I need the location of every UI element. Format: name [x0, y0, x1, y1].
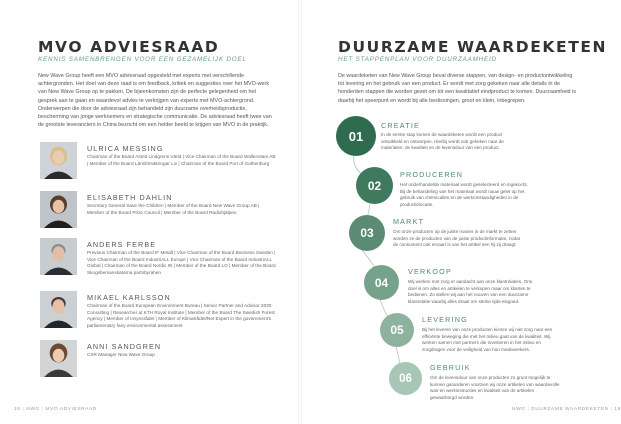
- page-footer: NWG | DUURZAME WAARDEKETEN | 19: [512, 407, 621, 412]
- step-number-badge: 04: [364, 265, 399, 300]
- page-number: 19: [614, 407, 621, 412]
- member-name: ANDERS FERBE: [87, 240, 157, 249]
- intro-text: New Wave Group heeft een MVO adviesraad opgesteld met experts met verschillende achtergronden. Het doel van deze raad is om feedback, kritiek en suggesties over het MVO-werk van New Wave Group op te pakken. De bijeenkomsten zijn de perfecte gelegenheid om het gesprek aan te gaan en waardevol advies te verkrijgen van experts met MVO-achtergrond. Onderwerpen die door de adviesraad zijn behandeld zijn duurzame overheidsproductie, bescherming van jonge werknemers en strategische communicatie. De adviesraad heeft twee van de grootste leveranciers in China bezocht om een helder beeld te krijgen van MVO in de praktijk.: [38, 73, 272, 129]
- step-title: CREATIE: [381, 121, 421, 130]
- intro-text: De waardeketen van New Wave Group beval diverse stappen, van design- en productontwikkeling tot levering en het gebruik van een product. Er wordt met zorg gekeken naar alle details in de honderden stappen die worden gezet om tot een kwalitatief eindproduct te komen. Duurzaamheid is daarbij het speerpunt en wordt bij alle beslissingen, groot en klein, inbegrepen.: [338, 73, 576, 104]
- step-description: Bij het leveren van onze producten kiezen wij niet zorg naar een efficiënte beweging die met het milieu gaat van de kwaliteit. Wij werken samen met partners die investeren in het milieu en zorgdragen voor de veiligheid van hun medewerkers.: [422, 327, 553, 352]
- member-name: ULRICA MESSING: [87, 144, 164, 153]
- step-description: In de eerste stap komen de waardeketen wordt een product ontwikkeld en ontworpen. Hierbij wordt ook gekeken naar de materialen, de kwaliteit en de levensduur van een product.: [381, 132, 504, 151]
- footer-brand: NWG: [512, 407, 526, 412]
- step-title: LEVERING: [422, 315, 468, 324]
- avatar: [40, 238, 77, 275]
- member-description: Secretary General Save the Children | Member of the Board New Wave Group AB | Member of the Board Prize Council | Member of the Board Radiohjälpen: [87, 203, 260, 215]
- step-number-badge: 01: [336, 116, 376, 156]
- avatar: [40, 142, 77, 179]
- page-footer: 18 | NWG | MVO ADVIESRAAD: [14, 407, 97, 412]
- board-member: [40, 191, 280, 237]
- step-number-badge: 06: [389, 362, 422, 395]
- step-description: Om de levensduur van onze producten zo groot mogelijk te kunnen garanderen voorzien wij onze artikelen van waardevolle was-en werkinstructies en kwaliteit van de artikelen gewaarborgd worden.: [430, 375, 560, 400]
- footer-brand: NWG: [26, 407, 40, 412]
- board-member: [40, 291, 280, 337]
- member-description: Chairman of the Board European Environment Bureau | Senior Partner and Advisor 2030 Consulting | Researcher at KTH Royal Institute | Member of the Board The Swedish Forest Agency | Member of Insynsrådet | Member of Klimatrådet/Net Expert in the government's parliamentary fairy environmental assessment: [87, 303, 275, 328]
- member-name: MIKAEL KARLSSON: [87, 293, 171, 302]
- step-number-badge: 05: [380, 313, 414, 347]
- member-name: ELISABETH DAHLIN: [87, 193, 173, 202]
- avatar: [40, 340, 77, 377]
- step-title: VERKOOP: [408, 267, 452, 276]
- right-page: [300, 0, 621, 424]
- step-number-badge: 02: [356, 167, 393, 204]
- step-description: Het onderhandelde materiaal wordt geselecteerd en ingekocht. Bij de behandeling van het materiaal wordt nauw gelet op het gebruik van chemicaliën en de werkomstandigheden in de productielocatie.: [400, 182, 528, 207]
- page-number: 18: [14, 407, 21, 412]
- flow-connectors: [300, 0, 600, 424]
- member-description: CSR Manager New Wave Group: [87, 352, 155, 357]
- page-subtitle: HET STAPPENPLAN VOOR DUURZAAMHEID: [338, 56, 497, 63]
- step-number-badge: 03: [349, 215, 385, 251]
- step-title: MARKT: [393, 217, 425, 226]
- footer-section: DUURZAME WAARDEKETEN: [531, 407, 609, 412]
- step-description: Wij werken met zorg er aandacht aan onze klantrelaties. Ons doel is om alles en artikelen te verkopen maar om klanten te bedienen. Zo stellen wij aan het nuuven van een duurzame klantrelatie waarbij alles draait om sterke tijds-eisgoed.: [408, 279, 533, 304]
- page-title: MVO ADVIESRAAD: [38, 38, 220, 56]
- member-description: Previous Chairman of the Board IF Metall | Vice Chairman of the Board Business Sweden | Vice Chairman of the Board IndustriALL Europe | Vice Chairman of the Board IndustriALL Global | Chairman of the Board Nordic IN | Member of the Board LO | Member of the Board Skogsbemanskatarna partsbyrahen: [87, 250, 276, 275]
- page-subtitle: KENNIS SAMENBRENGEN VOOR EEN GEZAMELIJK DOEL: [38, 56, 247, 63]
- avatar: [40, 191, 77, 228]
- avatar: [40, 291, 77, 328]
- member-name: ANNI SANDGREN: [87, 342, 162, 351]
- page-title: DUURZAME WAARDEKETEN: [338, 38, 608, 56]
- footer-section: MVO ADVIESRAAD: [45, 407, 97, 412]
- board-member: [40, 340, 280, 386]
- step-description: Om onze producten op de juiste manier in de markt te zetten worden ze de producten van de juiste productinformatie, zodat de consument ook ervaart is van het artikel een hij zij draagt.: [393, 229, 520, 248]
- step-title: PRODUCEREN: [400, 170, 464, 179]
- member-description: Chairman of the Board Astrid Lindgrens Värld | Vice Chairman of the Board Wallenstam AB | Member of the Board Länsförsäkringar Liv | Chairman of the Board Port of Gothenburg: [87, 154, 276, 166]
- board-member: [40, 238, 280, 284]
- step-title: GEBRUIK: [430, 363, 471, 372]
- board-member: [40, 142, 280, 188]
- left-page: [0, 0, 300, 424]
